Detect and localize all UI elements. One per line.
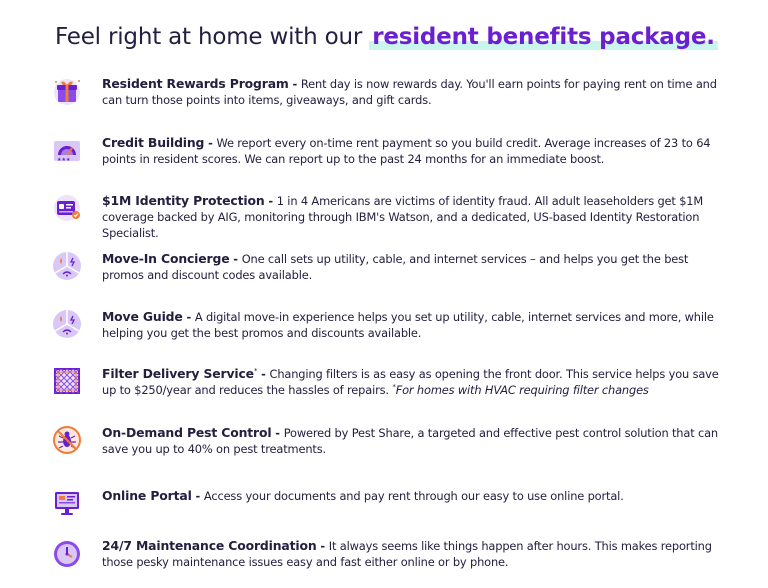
benefit-title: Move-In Concierge — [102, 251, 230, 266]
benefit-title: Credit Building — [102, 135, 205, 150]
benefit-text — [102, 193, 722, 241]
benefit-credit-building — [0, 135, 768, 185]
benefit-description: Powered by Pest Share, a targeted and effective pest control solution that can save you up to 40% on pest treatments. — [102, 426, 718, 456]
benefit-title: $1M Identity Protection — [102, 193, 265, 208]
clock-icon — [52, 538, 82, 568]
benefit-pest-control — [0, 425, 768, 475]
benefit-description: One call sets up utility, cable, and internet services – and helps you get the best promos and discount codes available. — [102, 252, 689, 282]
benefit-title: On-Demand Pest Control — [102, 425, 272, 440]
benefit-title: 24/7 Maintenance Coordination — [102, 538, 317, 553]
benefit-separator: - — [229, 252, 242, 266]
id-card-shield-icon — [52, 193, 82, 223]
benefit-description: A digital move-in experience helps you set up utility, cable, internet services and more, while helping you get the best promos and discounts available. — [102, 310, 714, 340]
benefit-maintenance-coordination — [0, 538, 768, 588]
computer-monitor-icon — [52, 488, 82, 518]
headline-lead: Feel right at home with our — [55, 24, 370, 50]
benefit-text — [102, 251, 722, 283]
benefit-title: Online Portal — [102, 488, 192, 503]
benefit-separator: - — [316, 539, 329, 553]
benefit-identity-protection — [0, 193, 768, 243]
gift-icon — [52, 76, 82, 106]
benefit-description: Rent day is now rewards day. You'll earn points for paying rent on time and can turn those points into items, giveaways, and gift cards. — [102, 77, 717, 107]
benefit-description: Access your documents and pay rent through our easy to use online portal. — [203, 489, 624, 503]
benefit-move-guide — [0, 309, 768, 359]
benefit-separator: - — [271, 426, 284, 440]
benefit-title: Filter Delivery Service — [102, 366, 254, 381]
benefit-text — [102, 425, 722, 457]
air-filter-icon — [52, 366, 82, 396]
title-footnote-mark: * — [253, 367, 258, 376]
benefit-text — [102, 76, 722, 108]
utilities-guide-icon — [52, 309, 82, 339]
note-footnote-mark: * — [392, 383, 396, 392]
benefit-filter-delivery — [0, 366, 768, 416]
benefit-footnote: For homes with HVAC requiring filter changes — [395, 383, 649, 397]
benefit-resident-rewards — [0, 76, 768, 126]
benefit-separator: - — [264, 194, 277, 208]
benefit-separator: - — [182, 310, 195, 324]
benefit-text — [102, 309, 722, 341]
credit-gauge-icon — [52, 135, 82, 165]
benefit-separator: - — [204, 136, 217, 150]
benefit-text — [102, 135, 722, 167]
benefit-description: It always seems like things happen after hours. This makes reporting those pesky maintenance issues easy and fast either online or by phone. — [102, 539, 712, 569]
benefit-description: 1 in 4 Americans are victims of identity fraud. All adult leaseholders get $1M coverage backed by AIG, monitoring through IBM's Watson, and a dedicated, US-based Identity Restoration Specialist. — [102, 194, 704, 240]
benefit-separator: - — [191, 489, 204, 503]
no-bugs-icon — [52, 425, 82, 455]
benefit-move-in-concierge — [0, 251, 768, 301]
svg-text:★★★: ★★★ — [57, 157, 71, 163]
benefit-text — [102, 538, 722, 570]
benefit-text — [102, 366, 722, 398]
benefit-title: Move Guide — [102, 309, 183, 324]
benefit-separator: - — [288, 77, 301, 91]
page-headline — [55, 22, 718, 52]
benefit-description: Changing filters is as easy as opening the front door. This service helps you save up to $250/year and reduces the hassles of repairs. — [102, 367, 719, 397]
headline-highlight: resident benefits package. — [369, 24, 718, 50]
utilities-concierge-icon — [52, 251, 82, 281]
benefit-text — [102, 488, 722, 504]
benefit-separator: - — [257, 367, 270, 381]
benefit-description: We report every on-time rent payment so you build credit. Average increases of 23 to 64 points in resident scores. We can report up to the past 24 months for an immediate boost. — [102, 136, 711, 166]
benefit-online-portal — [0, 488, 768, 538]
benefit-title: Resident Rewards Program — [102, 76, 289, 91]
